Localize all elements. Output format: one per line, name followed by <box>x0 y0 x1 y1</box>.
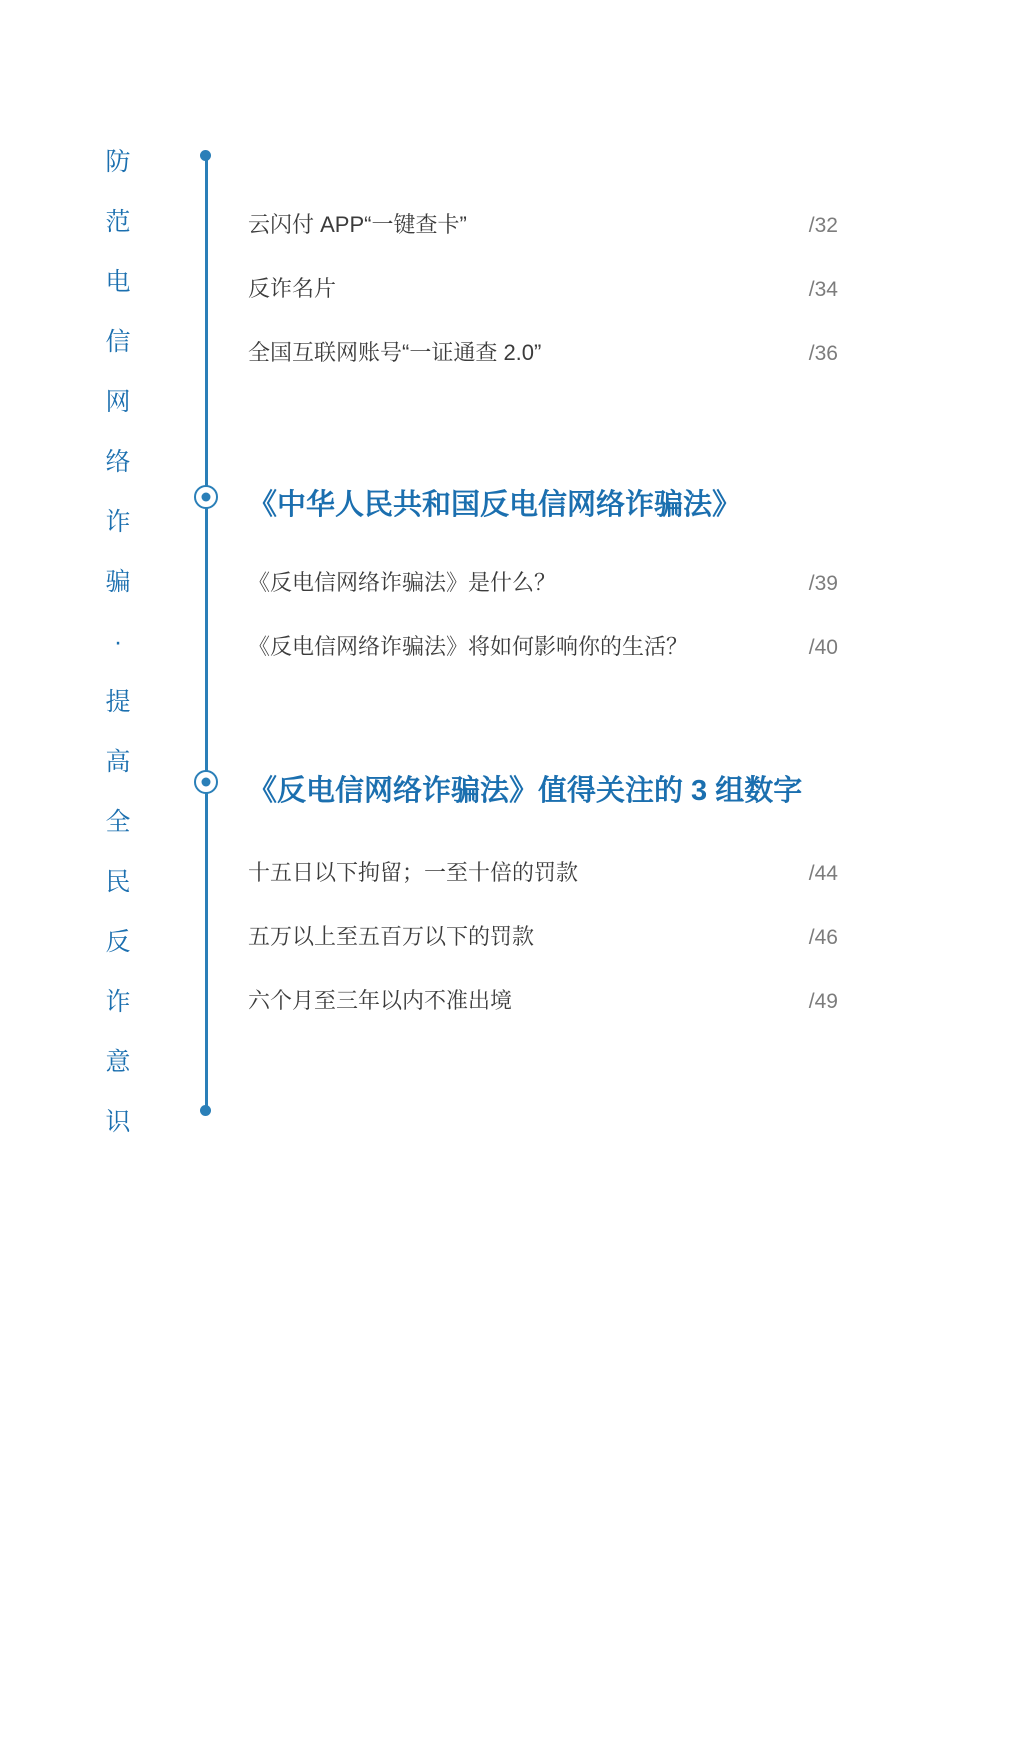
side-title-char: 电 <box>105 268 131 296</box>
side-title-char: 网 <box>105 388 131 416</box>
toc-entry[interactable] <box>248 920 838 951</box>
side-title-char: 意 <box>105 1048 131 1076</box>
toc-entry-page: /36 <box>808 342 838 365</box>
toc-entry[interactable] <box>248 566 838 597</box>
timeline-line <box>205 154 208 1114</box>
side-title-char: 全 <box>105 808 131 836</box>
side-title-char: 反 <box>105 928 131 956</box>
toc-entry-page: /39 <box>808 572 838 595</box>
toc-entry-page: /49 <box>808 990 838 1013</box>
toc-entry-page: /40 <box>808 636 838 659</box>
toc-entry-label: 反诈名片 <box>248 276 337 301</box>
timeline-node-section-2 <box>194 770 218 794</box>
toc-entry[interactable] <box>248 208 838 239</box>
toc-entry-page: /32 <box>808 214 838 237</box>
toc-entry-page: /44 <box>808 862 838 885</box>
toc-entry-page: /46 <box>808 926 838 949</box>
timeline-rail <box>196 150 216 1118</box>
toc-section-heading-1[interactable]: 《中华人民共和国反电信网络诈骗法》 <box>248 489 742 521</box>
toc-entry[interactable] <box>248 272 838 303</box>
toc-entry-label: 《反电信网络诈骗法》是什么？ <box>248 570 557 595</box>
toc-entry-label: 《反电信网络诈骗法》将如何影响你的生活？ <box>248 634 689 659</box>
toc-entry-page: /34 <box>808 278 838 301</box>
side-title-char: 诈 <box>105 508 131 536</box>
toc-entry-label: 全国互联网账号“一证通查 2.0” <box>248 340 542 365</box>
side-title-char: 高 <box>105 748 131 776</box>
toc-entry-label: 六个月至三年以内不准出境 <box>248 988 513 1013</box>
side-title-char: 防 <box>105 148 131 176</box>
side-title-char: 范 <box>105 208 131 236</box>
timeline-node-section-1 <box>194 485 218 509</box>
side-title-char: 信 <box>105 328 131 356</box>
timeline-start-dot <box>200 150 211 161</box>
toc-entry[interactable] <box>248 984 838 1015</box>
side-title-char: 提 <box>105 688 131 716</box>
side-title-char: 诈 <box>105 988 131 1016</box>
toc-section-heading-2[interactable]: 《反电信网络诈骗法》值得关注的 3 组数字 <box>248 775 803 807</box>
toc-entry-label: 十五日以下拘留；一至十倍的罚款 <box>248 860 579 885</box>
side-title-char: · <box>113 628 123 656</box>
toc-entry[interactable] <box>248 630 838 661</box>
vertical-book-title <box>96 150 140 1170</box>
side-title-char: 识 <box>105 1108 131 1136</box>
side-title-char: 络 <box>105 448 131 476</box>
side-title-char: 民 <box>105 868 131 896</box>
toc-entry-label: 五万以上至五百万以下的罚款 <box>248 924 535 949</box>
toc-entry-label: 云闪付 APP“一键查卡” <box>248 212 467 237</box>
toc-entry[interactable] <box>248 336 838 367</box>
side-title-char: 骗 <box>105 568 131 596</box>
timeline-end-dot <box>200 1105 211 1116</box>
toc-entry[interactable] <box>248 856 838 887</box>
